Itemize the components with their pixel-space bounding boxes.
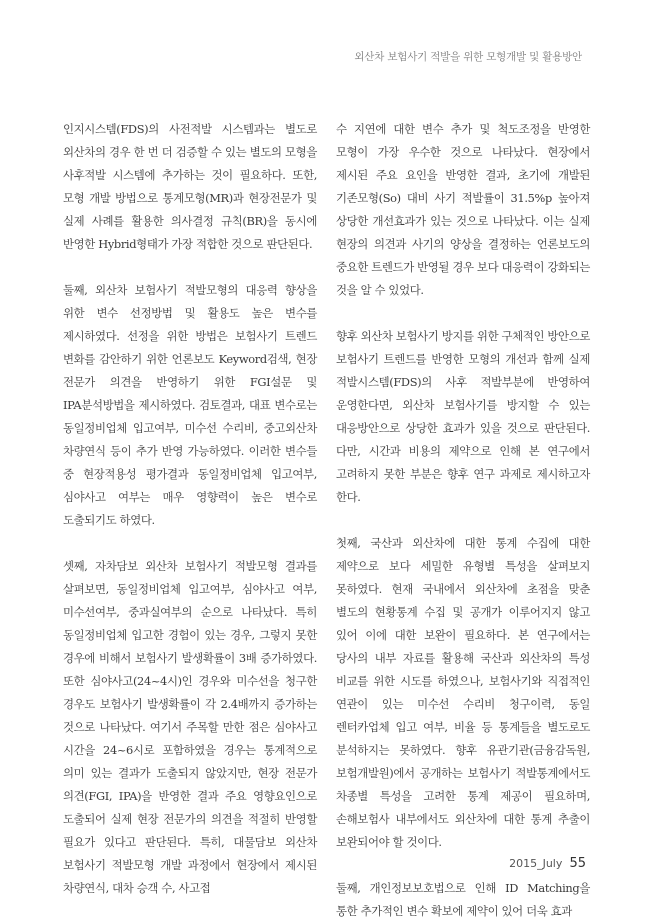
paragraph-gap [336, 302, 590, 325]
page-number: 55 [569, 856, 586, 871]
right-column [336, 118, 590, 923]
paragraph-third-finding: 셋째, 자차담보 외산차 보험사기 적발모형 결과를 살펴보면, 동일정비업체 입고여부, 심야사고 여부, 미수선여부, 중과실여부의 순으로 나타났다. 특히 동일정비업체 입고한 경험이 있는 경우, 그렇지 못한 경우에 비해서 보험사기 발생확률이 3배 증가하였다. 또한 심야사고(24~4시)인 경우와 미수선을 청구한 경우도 보험사기 발생확률이 각 2.4배까지 증가하는 것으로 나타났다. 여기서 주목할 만한 점은 심야사고 시간을 24~6시로 포함하였을 경우는 통계적으로 의미 있는 결과가 도출되지 않았지만, 현장 전문가 의견(FGI, IPA)을 반영한 결과 주요 영향요인으로 도출되어 실제 현장 전문가의 의견을 적절히 반영할 필요가 있다고 판단된다. 특히, 대물담보 외산차 보험사기 적발모형 개발 과정에서 현장에서 제시된 차량연식, 대차 승객 수, 사고접 [63, 559, 317, 895]
left-column [63, 118, 317, 900]
paragraph-gap [63, 532, 317, 555]
issue-label: 2015_July [509, 857, 563, 870]
paragraph-limitation-second: 둘째, 개인정보보호법으로 인해 ID Matching을 통한 추가적인 변수 확보에 제약이 있어 더욱 효과 [336, 881, 590, 918]
paragraph-second-finding: 둘째, 외산차 보험사기 적발모형의 대응력 향상을 위한 변수 선정방법 및 활용도 높은 변수를 제시하였다. 선정을 위한 방법은 보험사기 트렌드 변화를 감안하기 위한 언론보도 Keyword검색, 현장 전문가 의견을 반영하기 위한 FGI설문 및 IPA분석방법을 제시하였다. 검토결과, 대표 변수로는 동일정비업체 입고여부, 미수선 수리비, 중고외산차 차량연식 등이 추가 반영 가능하였다. 이러한 변수들 중 현장적용성 평가결과 동일정비업체 입고여부, 심야사고 여부는 매우 영향력이 높은 변수로 도출되기도 하였다. [63, 283, 317, 527]
paragraph-gap [63, 256, 317, 279]
paragraph-limitation-first: 첫째, 국산과 외산차에 대한 통계 수집에 대한 제약으로 보다 세밀한 유형별 특성을 살펴보지 못하였다. 현재 국내에서 외산차에 초점을 맞춘 별도의 현황통계 수집 및 공개가 이루어지지 않고 있어 이에 대한 보완이 필요하다. 본 연구에서는 당사의 내부 자료를 활용해 국산과 외산차의 특성 비교를 위한 시도를 하였으나, 보험사기와 직접적인 연관이 있는 미수선 수리비 청구이력, 동일 렌터카업체 입고 여부, 비율 등 통계들을 별도로도 분석하지는 못하였다. 향후 유관기관(금융감독원, 보험개발원)에서 공개하는 보험사기 적발통계에서도 차종별 특성을 고려한 통계 제공이 필요하며, 손해보험사 내부에서도 외산차에 대한 통계 추출이 보완되어야 할 것이다. [336, 536, 590, 849]
paragraph-future-directions: 향후 외산차 보험사기 방지를 위한 구체적인 방안으로 보험사기 트렌드를 반영한 모형의 개선과 함께 실제 적발시스템(FDS)의 사후 적발부분에 반영하여 운영한다면, 외산차 보험사기를 방지할 수 있는 대응방안으로 상당한 효과가 있을 것으로 판단된다. 다만, 시간과 비용의 제약으로 인해 본 연구에서 고려하지 못한 부분은 향후 연구 과제로 제시하고자 한다. [336, 329, 590, 504]
page-footer [509, 852, 586, 871]
paragraph-third-finding-continued: 수 지연에 대한 변수 추가 및 척도조정을 반영한 모형이 가장 우수한 것으로 나타났다. 현장에서 제시된 주요 요인을 반영한 결과, 초기에 개발된 기존모형(So) 대비 사기 적발률이 31.5%p 높아져 상당한 개선효과가 있는 것으로 나타났다. 이는 실제 현장의 의견과 사기의 양상을 결정하는 언론보도의 중요한 트렌드가 반영될 경우 보다 대응력이 강화되는 것을 알 수 있었다. [336, 122, 590, 297]
running-header: 외산차 보험사기 적발을 위한 모형개발 및 활용방안 [354, 51, 582, 63]
paragraph-gap [336, 509, 590, 532]
paragraph-intro-continued: 인지시스템(FDS)의 사전적발 시스템과는 별도로 외산차의 경우 한 번 더 검증할 수 있는 별도의 모형을 사후적발 시스템에 추가하는 것이 필요하다. 또한, 모형 개발 방법으로 통계모형(MR)과 현장전문가 및 실제 사례를 활용한 의사결정 규칙(BR)을 동시에 반영한 Hybrid형태가 가장 적합한 것으로 판단된다. [63, 122, 317, 251]
